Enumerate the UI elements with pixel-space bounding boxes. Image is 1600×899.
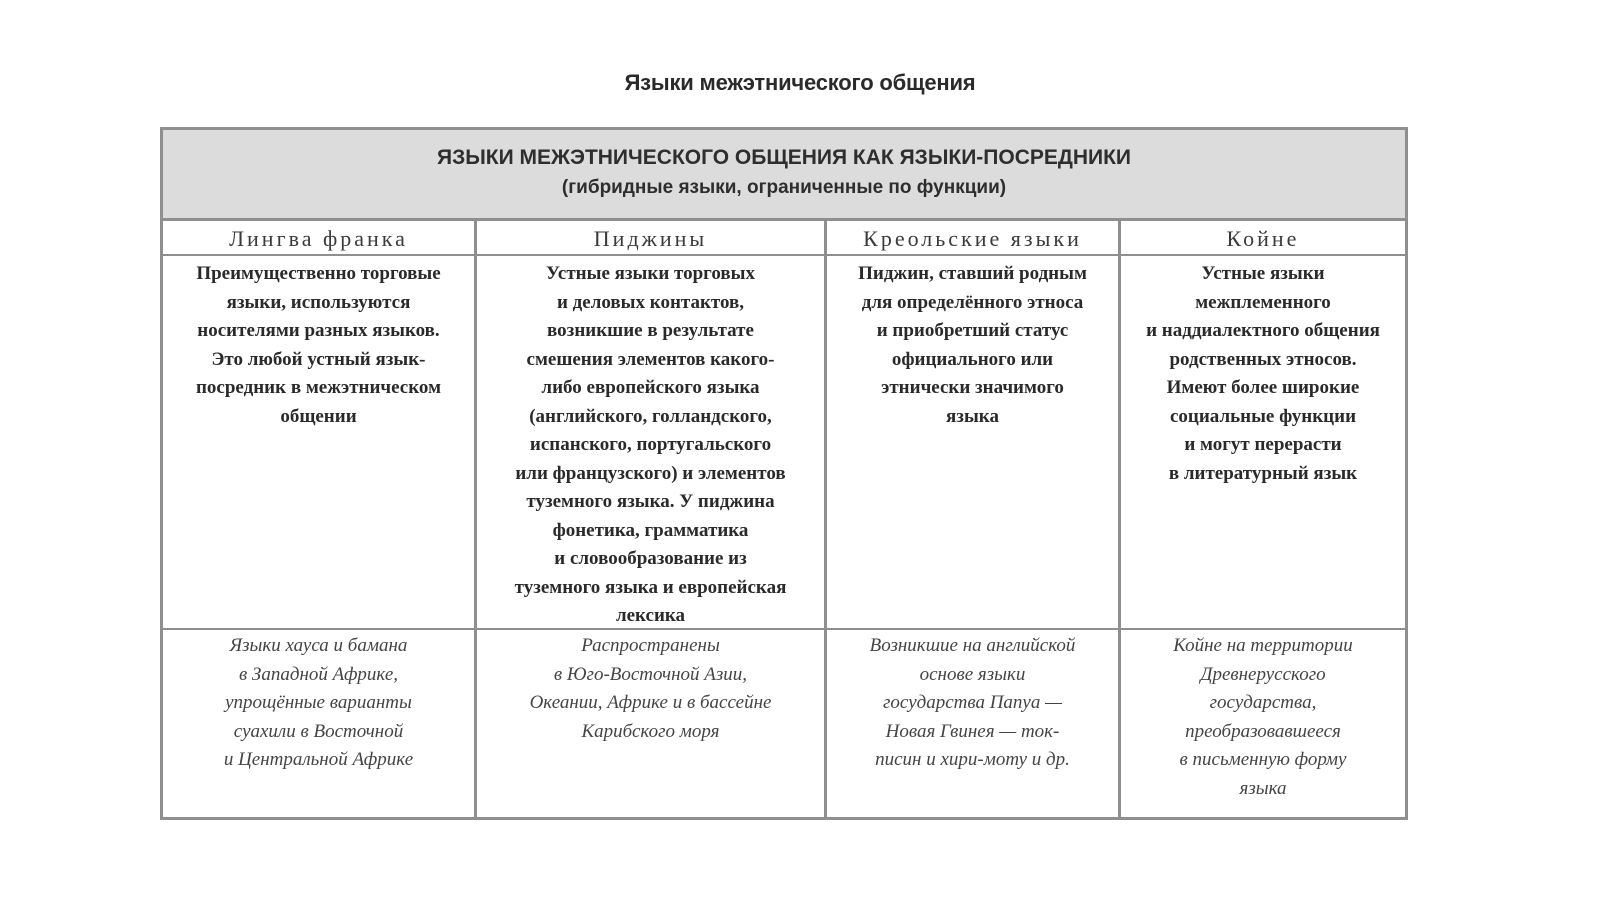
page-title: Языки межэтнического общения: [624, 70, 976, 95]
banner-subtitle: (гибридные языки, ограниченные по функции): [561, 177, 1007, 198]
description-cell-koine: Устные языки межплеменного и наддиалектного общения родственных этносов. Имеют более широкие социальные функции и могут перерасти в литературный язык: [1146, 263, 1380, 484]
column-divider: [1118, 221, 1121, 817]
examples-cell-creole: Возникшие на английской основе языки государства Папуа — Новая Гвинея — ток- писин и хири-моту и др.: [827, 628, 1118, 812]
examples-cell-pidgins: Распространены в Юго-Восточной Азии, Океании, Африке и в бассейне Карибского моря: [477, 628, 824, 812]
column-divider: [474, 221, 477, 817]
column-divider: [824, 221, 827, 817]
examples-cell-lingua-franca: Языки хауса и бамана в Западной Африке, упрощённые варианты суахили в Восточной и Центральной Африке: [163, 628, 474, 812]
table-banner: [163, 130, 1405, 221]
column-header-creole: Креольские языки: [827, 221, 1118, 256]
column-header-koine: Койне: [1121, 221, 1405, 256]
description-cell-lingua-franca: Преимущественно торговые языки, используются носителями разных языков. Это любой устный язык- посредник в межэтническом общении: [195, 263, 442, 427]
description-cell-pidgins: Устные языки торговых и деловых контактов, возникшие в результате смешения элементов какого- либо европейского языка (английского, голландского, испанского, португальского или французского) и элементов туземного языка. У пиджина фонетика, грамматика и словообразование из туземного языка и европейская лексика: [514, 263, 787, 626]
banner-title: ЯЗЫКИ МЕЖЭТНИЧЕСКОГО ОБЩЕНИЯ КАК ЯЗЫКИ-ПОСРЕДНИКИ: [436, 146, 1132, 169]
column-header-lingua-franca: Лингва франка: [163, 221, 474, 256]
description-cell-creole: Пиджин, ставший родным для определённого этноса и приобретший статус официального или этнически значимого языка: [858, 263, 1087, 427]
examples-cell-koine: Койне на территории Древнерусского государства, преобразовавшееся в письменную форму языка: [1121, 628, 1405, 812]
column-header-pidgins: Пиджины: [477, 221, 824, 256]
languages-table: [160, 127, 1408, 820]
